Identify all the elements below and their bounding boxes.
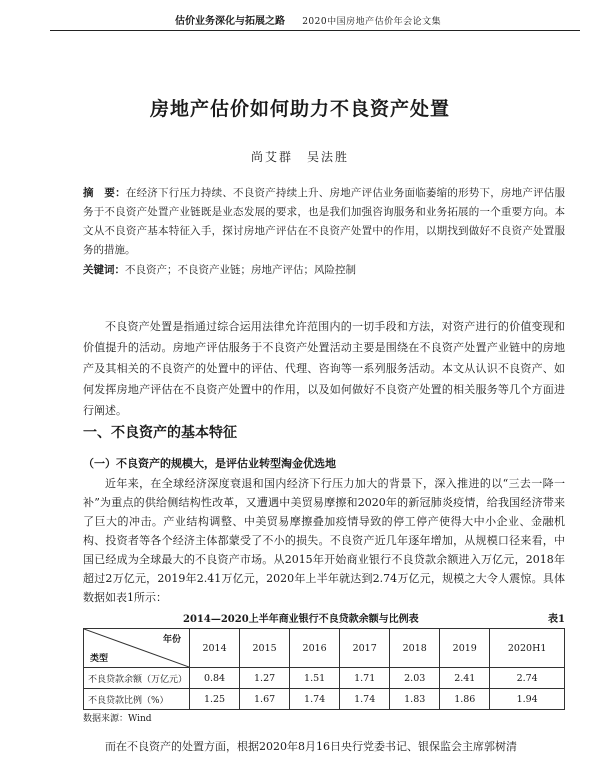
header-rule	[50, 30, 580, 31]
abstract-label: 摘 要：	[83, 187, 126, 199]
loan-table	[83, 628, 565, 710]
table-cell: 1.71	[340, 668, 390, 689]
table-cell: 1.25	[190, 689, 240, 710]
table-cell: 1.86	[440, 689, 490, 710]
running-header-right: 2020中国房地产估价年会论文集	[302, 17, 442, 27]
table-cell: 1.51	[290, 668, 340, 689]
table-cell: 2.74	[490, 668, 565, 689]
keywords-text: 不良资产；不良资产业链；房地产评估；风险控制	[125, 264, 356, 276]
continuation-text: 而在不良资产的处置方面，根据2020年8月16日央行党委书记、银保监会主席郭树清	[105, 740, 517, 753]
year-header: 2014	[190, 629, 240, 668]
table-cell: 2.03	[390, 668, 440, 689]
table-cell: 1.74	[340, 689, 390, 710]
paper-title: 房地产估价如何助力不良资产处置	[149, 98, 450, 120]
abstract	[83, 184, 565, 260]
year-header: 2020H1	[490, 629, 565, 668]
corner-year-label: 年份	[163, 635, 182, 645]
year-header: 2016	[290, 629, 340, 668]
paper-authors: 尚艾群 吴法胜	[250, 150, 349, 164]
year-header: 2018	[390, 629, 440, 668]
year-header: 2019	[440, 629, 490, 668]
table-cell: 1.94	[490, 689, 565, 710]
table-cell: 1.83	[390, 689, 440, 710]
running-header-left: 估价业务深化与拓展之路	[175, 16, 285, 27]
table-header-row	[84, 629, 565, 668]
corner-type-label: 类型	[90, 654, 109, 664]
running-header	[175, 12, 575, 27]
row-label: 不良贷款比例（%）	[84, 689, 190, 710]
intro-paragraph: 不良资产处置是指通过综合运用法律允许范围内的一切手段和方法，对资产进行的价值变现和价值提升的活动。房地产评估服务于不良资产处置活动主要是围绕在不良资产处置产业链中的房地产及其相关的不良资产的处置中的评估、代理、咨询等一系列服务活动。本文从认识不良资产、如何发挥房地产评估在不良资产处置中的作用，以及如何做好不良资产处置的相关服务等几个方面进行阐述。	[83, 320, 565, 417]
body-paragraph: 近年来，在全球经济深度衰退和国内经济下行压力加大的背景下，深入推进的以“三去一降一补”为重点的供给侧结构性改革，又遭遇中美贸易摩擦和2020年的新冠肺炎疫情，给我国经济带来了巨大的冲击。产业结构调整、中美贸易摩擦叠加疫情导致的停工停产使得大中小企业、金融机构、投资者等各个经济主体都蒙受了不小的损失。不良资产近几年逐年增加，从规模口径来看，中国已经成为全球最大的不良资产市场。从2015年开始商业银行不良贷款余额进入万亿元，2018年超过2万亿元，2019年2.41万亿元，2020年上半年就达到2.74万亿元，规模之大令人震惊。具体数据如表1所示：	[83, 477, 565, 604]
table-cell: 2.41	[440, 668, 490, 689]
table-cell: 1.67	[240, 689, 290, 710]
sub-heading: （一）不良资产的规模大，是评估业转型淘金优选地	[83, 457, 336, 470]
table-source: 数据来源：Wind	[83, 714, 152, 724]
table-cell: 1.27	[240, 668, 290, 689]
year-header: 2015	[240, 629, 290, 668]
row-label: 不良贷款余额（万亿元）	[84, 668, 190, 689]
keywords	[83, 262, 565, 277]
table-corner-cell	[84, 629, 190, 668]
table-cell: 1.74	[290, 689, 340, 710]
abstract-text: 在经济下行压力持续、不良资产持续上升、房地产评估业务面临萎缩的形势下，房地产评估服务于不良资产处置产业链既是业态发展的要求，也是我们加强咨询服务和业务拓展的一个重要方向。本文从不良资产基本特征入手，探讨房地产评估在不良资产处置中的作用，以期找到做好不良资产处置服务的措施。	[83, 187, 566, 256]
table-cell: 0.84	[190, 668, 240, 689]
year-header: 2017	[340, 629, 390, 668]
keywords-label: 关键词：	[83, 264, 125, 276]
table-row	[84, 668, 565, 689]
section-heading: 一、不良资产的基本特征	[83, 425, 237, 441]
table-row	[84, 689, 565, 710]
table-caption-title: 2014—2020上半年商业银行不良贷款余额与比例表	[183, 614, 419, 625]
table-number: 表1	[548, 614, 565, 625]
